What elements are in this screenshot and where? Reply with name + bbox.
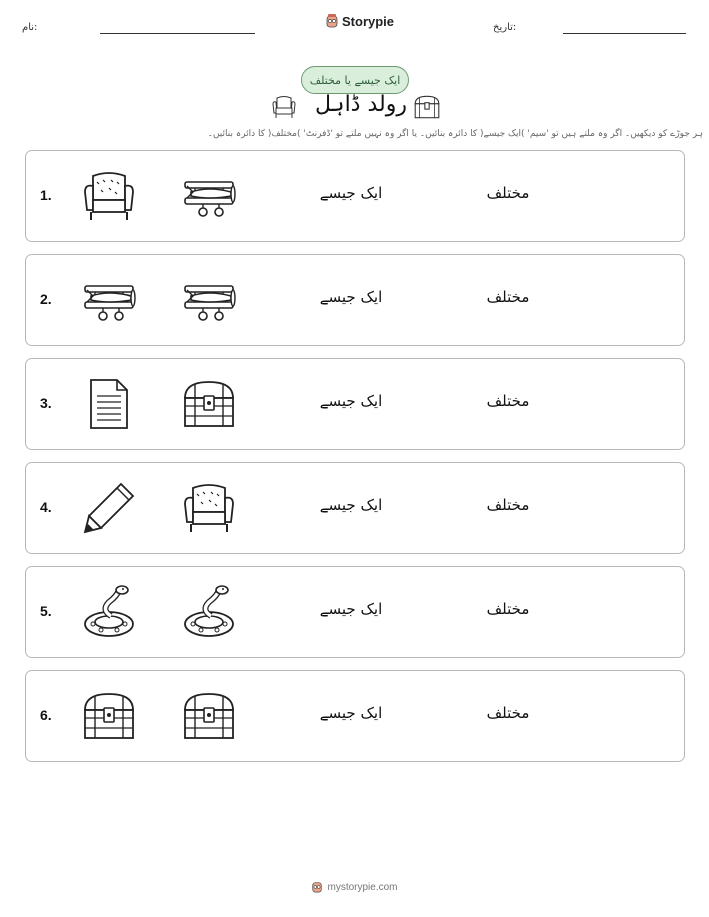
treasure-chest-icon [181, 376, 237, 432]
treasure-chest-icon [81, 688, 137, 744]
storypie-mascot-icon [325, 13, 339, 29]
title-row [0, 90, 709, 126]
brand-logo [325, 13, 394, 29]
different-option[interactable]: مختلف [486, 288, 530, 306]
armchair-icon [181, 480, 237, 536]
question-row [25, 150, 685, 242]
question-row [25, 462, 685, 554]
question-row [25, 566, 685, 658]
same-option[interactable]: ایک جیسے [319, 600, 383, 618]
worksheet-type-badge: ایک جیسے یا مختلف [301, 66, 409, 94]
question-number: 4. [40, 499, 52, 515]
same-option[interactable]: ایک جیسے [319, 496, 383, 514]
question-number: 2. [40, 291, 52, 307]
airplane-icon [181, 272, 237, 328]
question-number: 6. [40, 707, 52, 723]
worksheet-header [0, 0, 709, 50]
brand-name: Storypie [342, 13, 395, 29]
armchair-icon [270, 92, 298, 122]
different-option[interactable]: مختلف [486, 600, 530, 618]
same-option[interactable]: ایک جیسے [319, 392, 383, 410]
airplane-icon [81, 272, 137, 328]
page-title: رولد ڈاہل [315, 92, 407, 117]
snake-icon [181, 584, 237, 640]
snake-icon [81, 584, 137, 640]
same-option[interactable]: ایک جیسے [319, 288, 383, 306]
question-row [25, 358, 685, 450]
document-icon [81, 376, 137, 432]
same-option[interactable]: ایک جیسے [319, 704, 383, 722]
name-field[interactable] [100, 33, 255, 34]
question-number: 3. [40, 395, 52, 411]
treasure-chest-icon [181, 688, 237, 744]
armchair-icon [81, 168, 137, 224]
footer [0, 880, 709, 894]
different-option[interactable]: مختلف [486, 496, 530, 514]
same-option[interactable]: ایک جیسے [319, 184, 383, 202]
question-row [25, 670, 685, 762]
different-option[interactable]: مختلف [486, 392, 530, 410]
question-number: 5. [40, 603, 52, 619]
storypie-mascot-icon [311, 880, 323, 894]
date-label: تاریخ: [493, 22, 517, 33]
different-option[interactable]: مختلف [486, 184, 530, 202]
footer-site: mystorypie.com [327, 881, 398, 893]
pencil-icon [81, 480, 137, 536]
name-label: نام: [22, 22, 38, 33]
instructions: ہر جوڑے کو دیکھیں۔ اگر وہ ملتے ہیں تو 'سیم' )ایک جیسے( کا دائرہ بنائیں۔ یا اگر وہ نہیں ملتے تو 'ڈفرنٹ' )مختلف( کا دائرہ بنائیں۔ [207, 129, 703, 139]
question-number: 1. [40, 187, 52, 203]
treasure-chest-icon [412, 92, 442, 122]
different-option[interactable]: مختلف [486, 704, 530, 722]
question-row [25, 254, 685, 346]
date-field[interactable] [563, 33, 686, 34]
airplane-icon [181, 168, 237, 224]
